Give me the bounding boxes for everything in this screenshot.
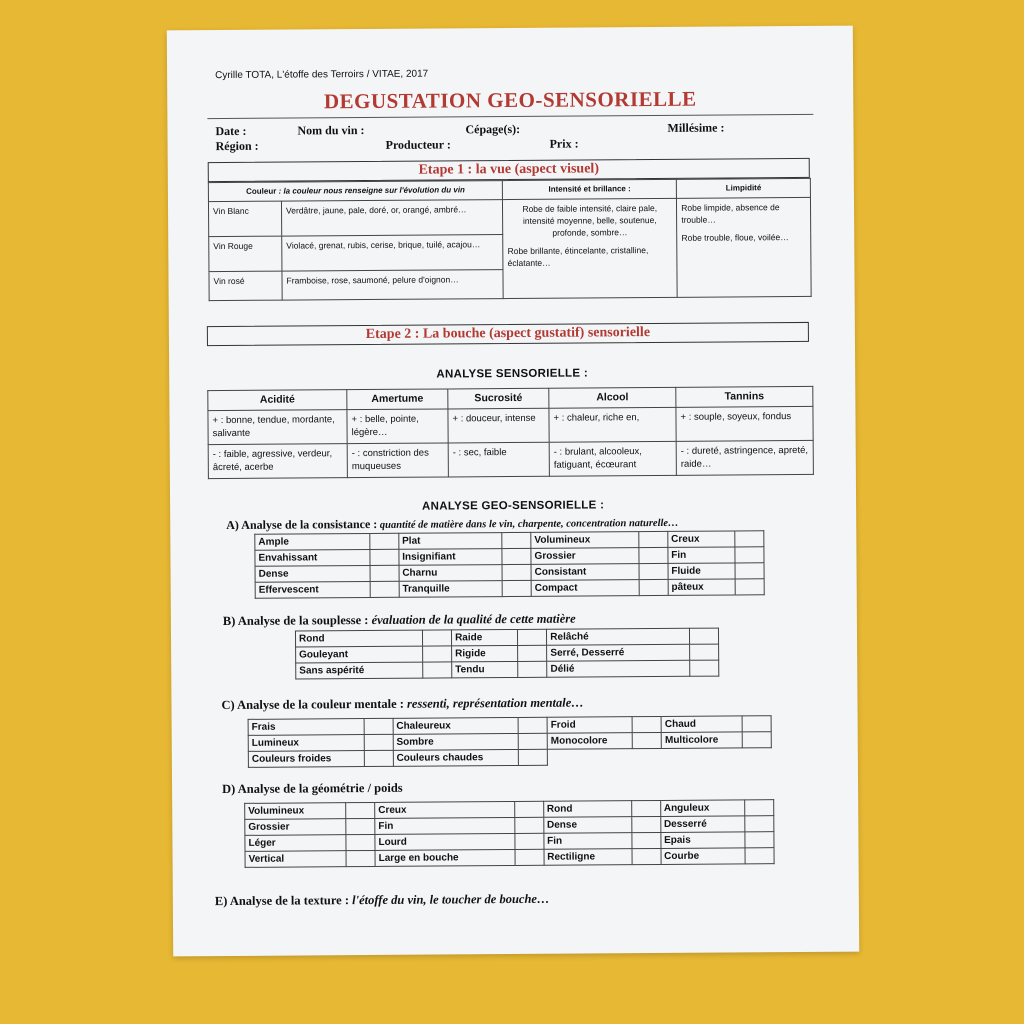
- tasting-sheet: [167, 26, 859, 957]
- grid-term: pâteux: [668, 579, 735, 595]
- sens-minus-cell: - : brulant, alcooleux, fatiguant, écœurant: [549, 441, 676, 476]
- checkbox-cell[interactable]: [515, 849, 544, 865]
- col-intensity-header: Intensité et brillance :: [503, 179, 677, 199]
- date-field: Date :: [215, 123, 247, 139]
- checkbox-cell[interactable]: [735, 531, 764, 547]
- checkbox-cell[interactable]: [346, 802, 375, 818]
- grid-term: Monocolore: [547, 733, 632, 750]
- grid-term: Fin: [668, 547, 735, 563]
- checkbox-cell[interactable]: [514, 801, 543, 817]
- checkbox-cell[interactable]: [745, 848, 774, 864]
- checkbox-cell[interactable]: [364, 718, 393, 734]
- clarity-text-2: Robe trouble, floue, voilée…: [681, 232, 789, 243]
- grid-term: Desserré: [660, 816, 745, 833]
- grid-term: Fin: [375, 817, 515, 834]
- checkbox-cell[interactable]: [745, 832, 774, 848]
- sens-minus-cell: - : sec, faible: [448, 442, 549, 477]
- grid-term: Gouleyant: [296, 646, 423, 663]
- grid-term: Raide: [451, 629, 517, 645]
- intensity-text-1: Robe de faible intensité, claire pale, intensité moyenne, belle, soutenue, profonde, sombre…: [522, 202, 658, 238]
- checkbox-cell[interactable]: [735, 579, 764, 595]
- sens-header: Amertume: [347, 389, 448, 410]
- grid-term: Effervescent: [255, 582, 370, 599]
- grid-term: Large en bouche: [375, 849, 515, 866]
- checkbox-cell[interactable]: [639, 563, 668, 579]
- grid-term: Creux: [668, 531, 735, 547]
- checkbox-cell[interactable]: [518, 733, 547, 749]
- checkbox-cell[interactable]: [639, 579, 668, 595]
- row-desc: Verdâtre, jaune, pale, doré, or, orangé, ambré…: [281, 200, 502, 237]
- grid-term: Chaud: [661, 716, 742, 733]
- grid-term: Courbe: [661, 848, 746, 865]
- grid-term: Lourd: [375, 833, 515, 850]
- step1-title: Etape 1 : la vue (aspect visuel): [208, 158, 810, 182]
- checkbox-cell[interactable]: [502, 548, 531, 564]
- grid-term: Rectiligne: [544, 849, 632, 866]
- checkbox-cell[interactable]: [346, 818, 375, 834]
- wine-name-field: Nom du vin :: [297, 123, 365, 138]
- checkbox-cell[interactable]: [518, 749, 547, 765]
- sens-header: Sucrosité: [448, 388, 549, 409]
- grid-term: Frais: [248, 719, 364, 736]
- checkbox-cell[interactable]: [346, 850, 375, 866]
- grid-term: Lumineux: [248, 735, 364, 752]
- grid-term: Chaleureux: [393, 717, 518, 734]
- consistency-grid: [254, 530, 764, 599]
- checkbox-cell[interactable]: [502, 532, 531, 548]
- grid-term: Couleurs froides: [248, 751, 364, 768]
- sensory-analysis-heading: ANALYSE SENSORIELLE :: [436, 367, 589, 381]
- checkbox-cell[interactable]: [742, 716, 771, 732]
- grid-term: Froid: [547, 717, 632, 734]
- col-clarity-header: Limpidité: [677, 178, 811, 198]
- grid-term: Anguleux: [660, 800, 745, 817]
- checkbox-cell[interactable]: [518, 645, 547, 661]
- grid-term: Volumineux: [245, 803, 346, 820]
- checkbox-cell[interactable]: [346, 834, 375, 850]
- checkbox-cell[interactable]: [518, 661, 547, 677]
- grid-term: Sans aspérité: [296, 662, 423, 679]
- checkbox-cell[interactable]: [364, 750, 393, 766]
- grid-row: [296, 660, 719, 679]
- mental-color-grid: [248, 715, 772, 768]
- grid-term: Serré, Desserré: [547, 644, 690, 661]
- intensity-text-2: Robe brillante, étincelante, cristalline, éclatante…: [507, 245, 649, 269]
- sens-plus-cell: + : douceur, intense: [448, 408, 549, 443]
- grid-term: Délié: [547, 660, 690, 677]
- page-title: DEGUSTATION GEO-SENSORIELLE: [323, 86, 697, 114]
- row-label: Vin Blanc: [208, 201, 281, 237]
- grid-term: Insignifiant: [399, 549, 502, 566]
- grid-term: Tranquille: [399, 581, 502, 598]
- grid-term: Fin: [544, 833, 632, 850]
- grid-term: Plat: [399, 533, 502, 550]
- grid-term: Dense: [255, 566, 370, 583]
- sens-header: Acidité: [208, 390, 347, 411]
- checkbox-cell[interactable]: [742, 732, 771, 748]
- checkbox-cell[interactable]: [639, 547, 668, 563]
- price-field: Prix :: [549, 136, 579, 151]
- grid-term: Rond: [295, 630, 422, 647]
- checkbox-cell[interactable]: [370, 565, 399, 581]
- grid-row: [248, 748, 771, 768]
- grid-term: Grossier: [245, 819, 346, 836]
- grid-term: Sombre: [393, 733, 518, 750]
- vintage-field: Millésime :: [667, 120, 725, 135]
- grid-term: Rigide: [452, 645, 518, 661]
- empty-cell: [547, 748, 771, 766]
- checkbox-cell[interactable]: [518, 717, 547, 733]
- row-label: Vin rosé: [209, 271, 282, 301]
- grid-row: [245, 848, 774, 868]
- checkbox-cell[interactable]: [518, 629, 547, 645]
- checkbox-cell[interactable]: [423, 630, 452, 646]
- checkbox-cell[interactable]: [639, 531, 668, 547]
- sens-plus-cell: + : belle, pointe, légère…: [347, 409, 448, 444]
- grid-term: Vertical: [245, 851, 346, 868]
- title-divider: [207, 114, 813, 119]
- grid-term: Charnu: [399, 565, 502, 582]
- producer-field: Producteur :: [385, 137, 451, 152]
- grid-term: Léger: [245, 835, 346, 852]
- grid-term: Epais: [660, 832, 745, 849]
- checkbox-cell[interactable]: [364, 734, 393, 750]
- checkbox-cell[interactable]: [745, 800, 774, 816]
- section-c-title: C) Analyse de la couleur mentale : ressenti, représentation mentale…: [221, 695, 584, 713]
- grid-term: Dense: [543, 817, 631, 834]
- sens-minus-cell: - : dureté, astringence, apreté, raide…: [676, 440, 813, 475]
- suppleness-grid: [295, 628, 719, 680]
- section-e-title: E) Analyse de la texture : l'étoffe du vin, le toucher de bouche…: [214, 891, 550, 909]
- checkbox-cell[interactable]: [631, 816, 660, 832]
- col-color-header: Couleur : la couleur nous renseigne sur l'évolution du vin: [208, 181, 502, 202]
- step2-title: Etape 2 : La bouche (aspect gustatif) sensorielle: [207, 322, 809, 346]
- checkbox-cell[interactable]: [515, 833, 544, 849]
- section-a-title: A) Analyse de la consistance : quantité de matière dans le vin, charpente, concentration naturelle…: [226, 516, 679, 533]
- grid-term: Relâché: [547, 628, 690, 645]
- intensity-cell: [503, 198, 678, 298]
- sensory-table: [207, 386, 814, 479]
- sens-minus-cell: - : faible, agressive, verdeur, âcreté, acerbe: [208, 444, 347, 479]
- checkbox-cell[interactable]: [735, 563, 764, 579]
- checkbox-cell[interactable]: [690, 644, 719, 660]
- sens-header: Alcool: [549, 387, 676, 408]
- grape-field: Cépage(s):: [465, 121, 521, 137]
- checkbox-cell[interactable]: [631, 800, 660, 816]
- region-field: Région :: [215, 138, 259, 154]
- row-label: Vin Rouge: [209, 236, 282, 272]
- grid-term: Volumineux: [531, 532, 639, 549]
- grid-term: Multicolore: [661, 732, 742, 749]
- checkbox-cell[interactable]: [502, 564, 531, 580]
- grid-term: Tendu: [452, 661, 518, 677]
- grid-term: Consistant: [531, 564, 639, 581]
- checkbox-cell[interactable]: [632, 732, 661, 748]
- grid-row: [255, 579, 764, 599]
- sens-plus-cell: + : chaleur, riche en,: [549, 407, 676, 442]
- checkbox-cell[interactable]: [502, 580, 531, 596]
- grid-term: Ample: [255, 534, 370, 551]
- credit-line: Cyrille TOTA, L'étoffe des Terroirs / VITAE, 2017: [215, 68, 429, 82]
- row-desc: Violacé, grenat, rubis, cerise, brique, tuilé, acajou…: [282, 235, 503, 272]
- sens-minus-cell: - : constriction des muqueuses: [347, 443, 448, 478]
- grid-term: Envahissant: [255, 550, 370, 567]
- geo-analysis-heading: ANALYSE GEO-SENSORIELLE :: [421, 499, 605, 513]
- clarity-cell: [677, 197, 811, 297]
- grid-term: Grossier: [531, 548, 639, 565]
- checkbox-cell[interactable]: [689, 628, 718, 644]
- visual-table: [208, 178, 812, 301]
- sens-plus-cell: + : bonne, tendue, mordante, salivante: [208, 410, 347, 445]
- sens-plus-cell: + : souple, soyeux, fondus: [676, 406, 813, 441]
- clarity-text-1: Robe limpide, absence de trouble…: [681, 202, 780, 225]
- checkbox-cell[interactable]: [631, 832, 660, 848]
- checkbox-cell[interactable]: [745, 816, 774, 832]
- grid-term: Creux: [375, 801, 515, 818]
- checkbox-cell[interactable]: [514, 817, 543, 833]
- checkbox-cell[interactable]: [632, 716, 661, 732]
- checkbox-cell[interactable]: [423, 646, 452, 662]
- section-b-title: B) Analyse de la souplesse : évaluation de la qualité de cette matière: [222, 611, 576, 629]
- geometry-grid: [244, 799, 774, 868]
- checkbox-cell[interactable]: [370, 549, 399, 565]
- checkbox-cell[interactable]: [735, 547, 764, 563]
- sens-header: Tannins: [676, 386, 813, 407]
- grid-term: Couleurs chaudes: [393, 749, 518, 766]
- checkbox-cell[interactable]: [423, 662, 452, 678]
- checkbox-cell[interactable]: [370, 533, 399, 549]
- section-d-title: D) Analyse de la géométrie / poids: [222, 780, 403, 797]
- checkbox-cell[interactable]: [370, 581, 399, 597]
- grid-term: Rond: [543, 801, 631, 818]
- row-desc: Framboise, rose, saumoné, pelure d'oignon…: [282, 270, 503, 301]
- checkbox-cell[interactable]: [632, 848, 661, 864]
- checkbox-cell[interactable]: [690, 660, 719, 676]
- grid-term: Fluide: [668, 563, 735, 579]
- grid-term: Compact: [531, 580, 639, 597]
